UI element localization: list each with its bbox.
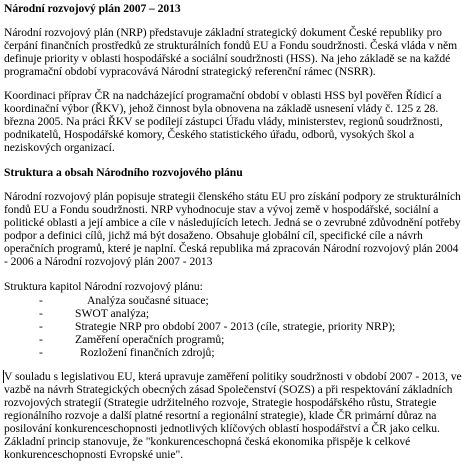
list-dash: - bbox=[39, 320, 43, 333]
paragraph-line: podpor a definici cílů, jichž má být dosaženo. Obsahuje globální cíl, specifické cíle a návrh bbox=[4, 229, 423, 242]
paragraph-line: podnikatelů, Hospodářské komory, Českého statistického úřadu, odborů, vysokých škol a bbox=[4, 128, 415, 141]
paragraph-line: fondů EU a Fondu soudržnosti. NRP vyhodnocuje stav a vývoj země v hospodářské, sociální a bbox=[4, 203, 439, 216]
paragraph-line: posilování konkurenceschopnosti jednotlivých klíčových oblastí hospodářství a ČR jako celku. bbox=[4, 422, 440, 435]
section-heading-structure: Struktura a obsah Národního rozvojového plánu bbox=[4, 166, 243, 179]
paragraph-line: V souladu s legislativou EU, která upravuje zaměření politiky soudržnosti v období 2007 - 2013, ve bbox=[4, 370, 462, 383]
paragraph-line: definuje priority v oblasti hospodářské a sociální soudržnosti (HSS). Na jeho základě se na každé bbox=[4, 52, 451, 65]
list-item-text: Rozložení finančních zdrojů; bbox=[80, 346, 215, 359]
paragraph-line: programační období vypracovává Národní strategický referenční rámec (NSRR). bbox=[4, 65, 376, 78]
paragraph-line: Koordinaci příprav ČR na nadcházející programační období v oblasti HSS byl pověřen Řídicí a bbox=[4, 89, 442, 102]
paragraph-line: Národní rozvojový plán popisuje strategii členského státu EU pro získání podpory ze strukturálních bbox=[4, 190, 461, 203]
paragraph-line: března 2005. Na práci ŘKV se podílejí zástupci Úřadu vlády, ministerstev, regionů soudržnosti, bbox=[4, 115, 443, 128]
list-dash: - bbox=[39, 333, 43, 346]
paragraph-line: vazbě na návrh Strategických obecných zásad Společenství (SOZS) a při respektování základních bbox=[4, 383, 453, 396]
paragraph-line: Základní princip stanovuje, že "konkurenceschopná česká ekonomika přispěje k celkové bbox=[4, 435, 411, 448]
paragraph-line: rozvojových strategií (Strategie udržitelného rozvoje, Strategie hospodářského růstu, Strategie bbox=[4, 396, 437, 409]
list-intro: Struktura kapitol Národní rozvojový plánu: bbox=[4, 280, 203, 293]
paragraph-line: koordinační výbor (ŘKV), jehož činnost byla obnovena na základě usnesení vlády č. 125 z 28. bbox=[4, 102, 439, 115]
list-item-text: Analýza současné situace; bbox=[87, 294, 209, 307]
paragraph-line: regionálního rozvoje a další platné resortní a regionální strategie), klade ČR primární důraz na bbox=[4, 409, 437, 422]
paragraph-line: Národní rozvojový plán (NRP) představuje základní strategický dokument České republiky pro bbox=[4, 26, 442, 39]
section-heading-nrp-2007-2013: Národní rozvojový plán 2007 – 2013 bbox=[4, 2, 181, 15]
list-dash: - bbox=[39, 294, 43, 307]
list-item-text: Strategie NRP pro období 2007 - 2013 (cíle, strategie, priority NRP); bbox=[75, 320, 396, 333]
paragraph-line: neziskových organizací. bbox=[4, 141, 115, 154]
paragraph-line: čerpání finančních prostředků ze strukturálních fondů EU a Fondu soudržnosti. Česká vláda v něm bbox=[4, 39, 458, 52]
paragraph-line: politické oblasti a její ambice a cíle v následujících letech. Jedná se o zevrubné zdůvodnění potřeby bbox=[4, 216, 461, 229]
list-dash: - bbox=[39, 346, 43, 359]
list-dash: - bbox=[39, 307, 43, 320]
paragraph-line: operačních programů, které je naplní. Česká republika má zpracován Národní rozvojový plán 2004 bbox=[4, 242, 459, 255]
paragraph-line: - 2006 a Národní rozvojový plán 2007 - 2013 bbox=[4, 255, 213, 268]
list-item-text: Zaměření operačních programů; bbox=[75, 333, 225, 346]
list-item-text: SWOT analýza; bbox=[75, 307, 150, 320]
paragraph-line: konkurenceschopnosti Evropské unie". bbox=[4, 448, 184, 461]
